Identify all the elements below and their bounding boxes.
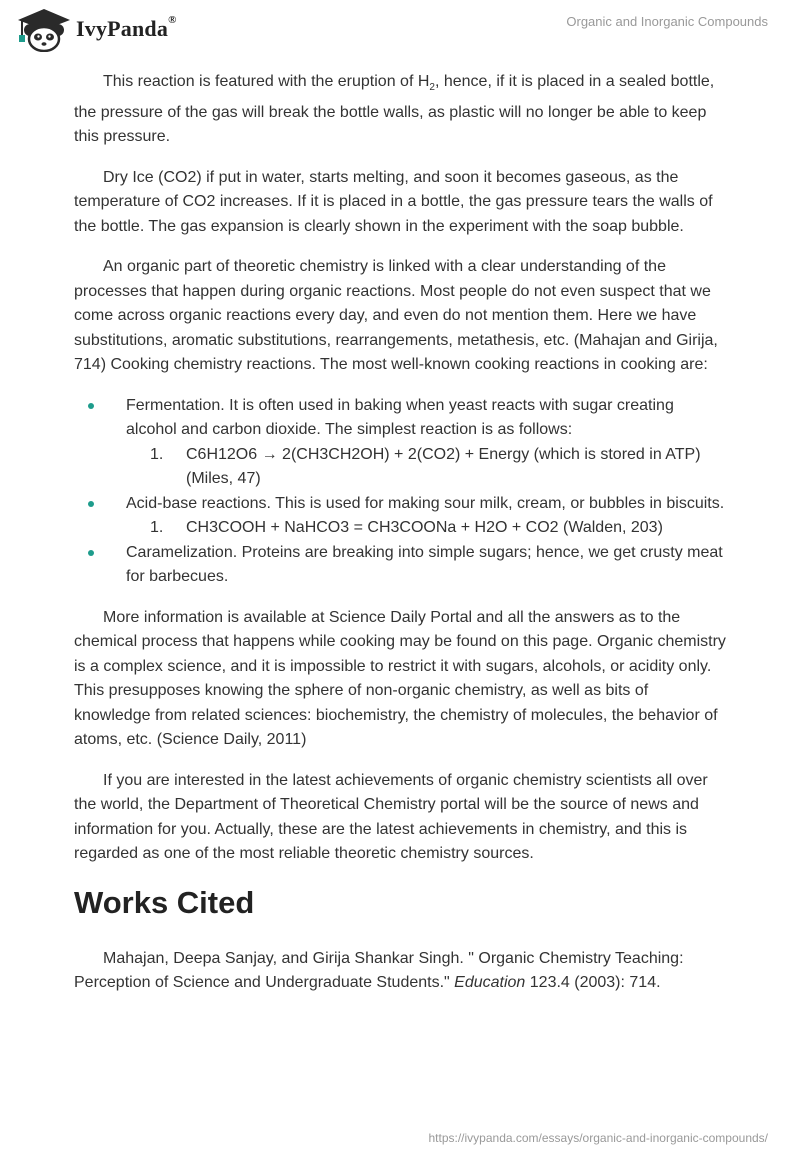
source-url[interactable]: https://ivypanda.com/essays/organic-and-inorganic-compounds/ (428, 1131, 768, 1145)
sub-list (126, 516, 726, 541)
cooking-reactions-list (74, 394, 726, 590)
panda-graduate-icon (14, 6, 70, 52)
bullet-dot-icon (88, 550, 94, 556)
essay-body (74, 70, 726, 1012)
paragraph: Dry Ice (CO2) if put in water, starts melting, and soon it becomes gaseous, as the temperature of CO2 increases. If it is placed in a bottle, the gas pressure tears the walls of the bottle. The gas expansion is clearly shown in the experiment with the soap bubble. (74, 168, 713, 235)
sub-list-item: 1. C6H12O6 → 2(CH3CH2OH) + 2(CO2) + Energy (which is stored in ATP) (Miles, 47) (150, 445, 701, 488)
list-item: Fermentation. It is often used in baking when yeast reacts with sugar creating alcohol and carbon dioxide. The simplest reaction is as follows: 1. C6H12O6 → 2(CH3CH2OH) + 2(CO2) + Energy (which is stored in ATP) (Miles, 47) (74, 394, 726, 492)
paragraph: This reaction is featured with the eruption of $H_2$, hence, if it is placed in a sealed bottle, the pressure of the gas will break the bottle walls, as plastic will no longer be able to keep this pressure. (74, 73, 715, 146)
paragraph: More information is available at Science Daily Portal and all the answers as to the chemical process that happens while cooking may be found on this page. Organic chemistry is a complex science, and it is impossible to restrict it with sugars, alcohols, or acidity only. This presupposes knowing the sphere of non-organic chemistry, as well as bits of knowledge from related sciences: biochemistry, the chemistry of molecules, the behavior of atoms, etc. (Science Daily, 2011) (74, 608, 726, 749)
list-item: Acid-base reactions. This is used for making sour milk, cream, or bubbles in biscuits. 1. CH3COOH + NaHCO3 = CH3COONa + H2O + CO2 (Walden, 203) (74, 492, 726, 541)
sub-list (126, 443, 726, 492)
paragraph: An organic part of theoretic chemistry is linked with a clear understanding of the processes that happen during organic reactions. Most people do not even suspect that we come across organic reactions every day, and even do not mention them. Here we have substitutions, aromatic substitutions, rearrangements, metathesis, etc. (Mahajan and Girija, 714) Cooking chemistry reactions. The most well-known cooking reactions in cooking are: (74, 258, 718, 374)
logo-text: IvyPanda® (76, 14, 177, 41)
logo[interactable] (14, 6, 177, 52)
bullet-dot-icon (88, 501, 94, 507)
paragraph: If you are interested in the latest achievements of organic chemistry scientists all over the world, the Department of Theoretical Chemistry portal will be the source of news and information for you. Actually, these are the latest achievements in chemistry, and this is regarded as one of the most reliable theoretic chemistry sources. (74, 771, 708, 863)
list-item: Caramelization. Proteins are breaking into simple sugars; hence, we get crusty meat for barbecues. (74, 541, 726, 590)
document-title: Organic and Inorganic Compounds (566, 14, 768, 29)
works-cited-heading: Works Cited (74, 884, 255, 920)
bullet-dot-icon (88, 403, 94, 409)
sub-list-item: 1. CH3COOH + NaHCO3 = CH3COONa + H2O + CO2 (Walden, 203) (150, 519, 663, 537)
citation-entry: Mahajan, Deepa Sanjay, and Girija Shankar Singh. " Organic Chemistry Teaching: Perception of Science and Undergraduate Students." Education 123.4 (2003): 714. (74, 949, 684, 992)
